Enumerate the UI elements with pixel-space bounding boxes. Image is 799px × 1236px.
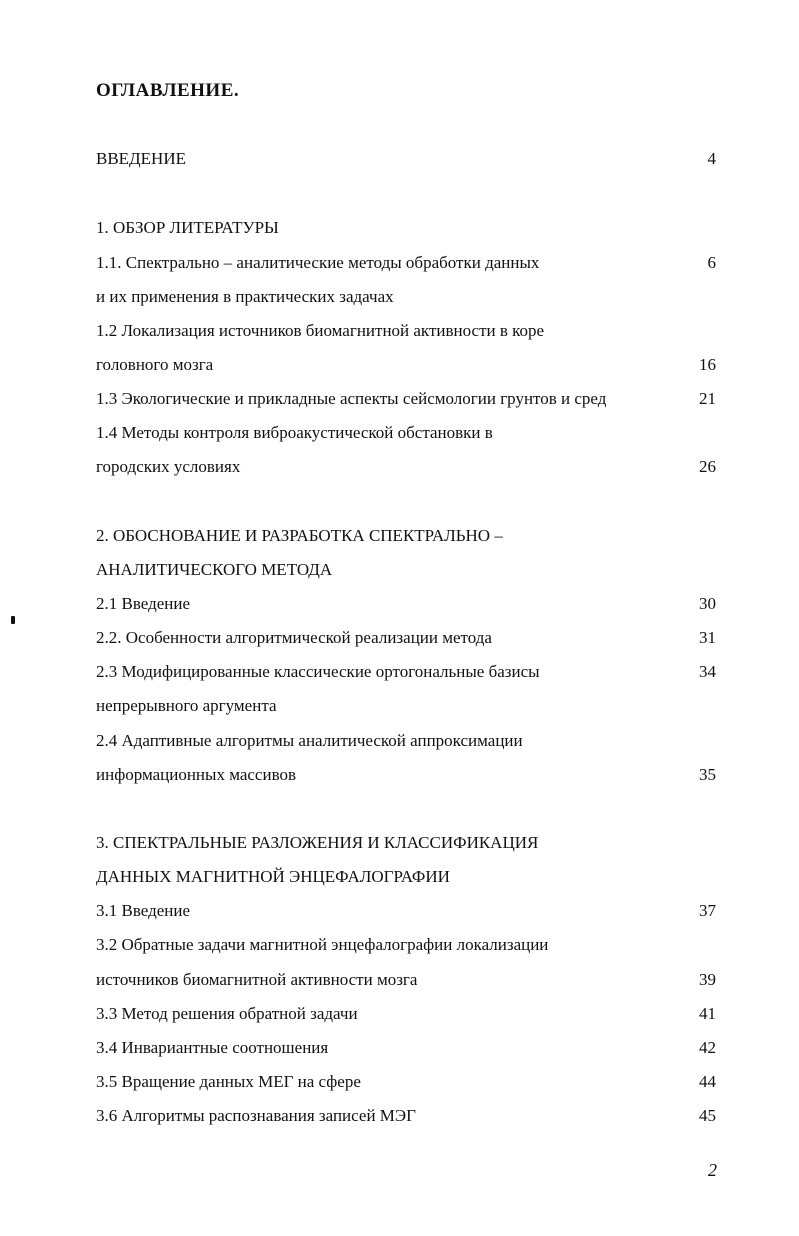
toc-entry (96, 418, 716, 448)
toc-entry (96, 828, 716, 858)
toc-entry (96, 144, 716, 174)
toc-entry (96, 930, 716, 960)
toc-entry-text: ВВЕДЕНИЕ (96, 149, 186, 168)
toc-entry-text: АНАЛИТИЧЕСКОГО МЕТОДА (96, 560, 333, 579)
toc-entry (96, 589, 716, 619)
toc-entry (96, 248, 716, 278)
toc-entry-text: 3.4 Инвариантные соотношения (96, 1038, 329, 1057)
toc-entry (96, 282, 716, 312)
toc-entry-text: и их применения в практических задачах (96, 287, 394, 306)
toc-entry (96, 1033, 716, 1063)
toc-entry-text: ДАННЫХ МАГНИТНОЙ ЭНЦЕФАЛОГРАФИИ (96, 867, 450, 886)
toc-entry-page: 26 (699, 457, 716, 476)
toc-entry-text: 1.2 Локализация источников биомагнитной активности в коре (96, 321, 545, 340)
toc-entry (96, 760, 716, 790)
toc-entry-text: 2.1 Введение (96, 594, 191, 613)
toc-entry-text: информационных массивов (96, 765, 297, 784)
toc-entry-text: 1. ОБЗОР ЛИТЕРАТУРЫ (96, 218, 279, 237)
toc-entry-page: 6 (707, 253, 716, 272)
toc-entry-text: 2. ОБОСНОВАНИЕ И РАЗРАБОТКА СПЕКТРАЛЬНО – (96, 526, 503, 545)
toc-entry (96, 691, 716, 721)
toc-entry-text: источников биомагнитной активности мозга (96, 970, 418, 989)
toc-entry (96, 521, 716, 551)
toc-entry-text: 3.3 Метод решения обратной задачи (96, 1004, 358, 1023)
toc-entry-text: 1.1. Спектрально – аналитические методы обработки данных (96, 253, 540, 272)
toc-entry-page: 16 (699, 355, 716, 374)
toc-entry-page: 41 (699, 1004, 716, 1023)
toc-entry-text: 2.3 Модифицированные классические ортогональные базисы (96, 662, 540, 681)
toc-entry (96, 555, 716, 585)
toc-entry-text: 3.2 Обратные задачи магнитной энцефалографии локализации (96, 935, 549, 954)
toc-entry-text: 3.1 Введение (96, 901, 191, 920)
toc-entry (96, 999, 716, 1029)
scan-mark (11, 616, 15, 624)
toc-entry (96, 1067, 716, 1097)
toc-entry (96, 350, 716, 380)
toc-entry-text: 3.6 Алгоритмы распознавания записей МЭГ (96, 1106, 416, 1125)
toc-entry-page: 44 (699, 1072, 716, 1091)
page-number: 2 (708, 1160, 717, 1180)
toc-entry-text: 1.3 Экологические и прикладные аспекты сейсмологии грунтов и сред (96, 389, 607, 408)
toc-entry-page: 31 (699, 628, 716, 647)
toc-entry-page: 45 (699, 1106, 716, 1125)
toc-entry-text: городских условиях (96, 457, 241, 476)
toc-entry-page: 37 (699, 901, 716, 920)
toc-entry (96, 965, 716, 995)
toc-entry-page: 30 (699, 594, 716, 613)
toc-entry (96, 623, 716, 653)
toc-entry (96, 657, 716, 687)
toc-entry-text: 2.2. Особенности алгоритмической реализации метода (96, 628, 492, 647)
toc-entry-page: 34 (699, 662, 716, 681)
toc-entry-text: 2.4 Адаптивные алгоритмы аналитической аппроксимации (96, 731, 523, 750)
toc-entry (96, 452, 716, 482)
toc-entry-text: непрерывного аргумента (96, 696, 277, 715)
toc-entry (96, 862, 716, 892)
toc-entry-text: 3.5 Вращение данных МЕГ на сфере (96, 1072, 361, 1091)
toc-entry-page: 4 (707, 149, 716, 168)
toc-entry-page: 39 (699, 970, 716, 989)
toc-entry (96, 316, 716, 346)
toc-entry (96, 896, 716, 926)
toc-entry-text: головного мозга (96, 355, 214, 374)
toc-entry-text: 3. СПЕКТРАЛЬНЫЕ РАЗЛОЖЕНИЯ И КЛАССИФИКАЦИЯ (96, 833, 539, 852)
page-title: ОГЛАВЛЕНИЕ. (96, 80, 240, 101)
toc-entry-page: 42 (699, 1038, 716, 1057)
toc-entry (96, 213, 716, 243)
toc-entry (96, 384, 716, 414)
toc-entry (96, 726, 716, 756)
toc-entry-page: 35 (699, 765, 716, 784)
toc-entry (96, 1101, 716, 1131)
toc-entry-page: 21 (699, 389, 716, 408)
toc-entry-text: 1.4 Методы контроля виброакустической обстановки в (96, 423, 493, 442)
